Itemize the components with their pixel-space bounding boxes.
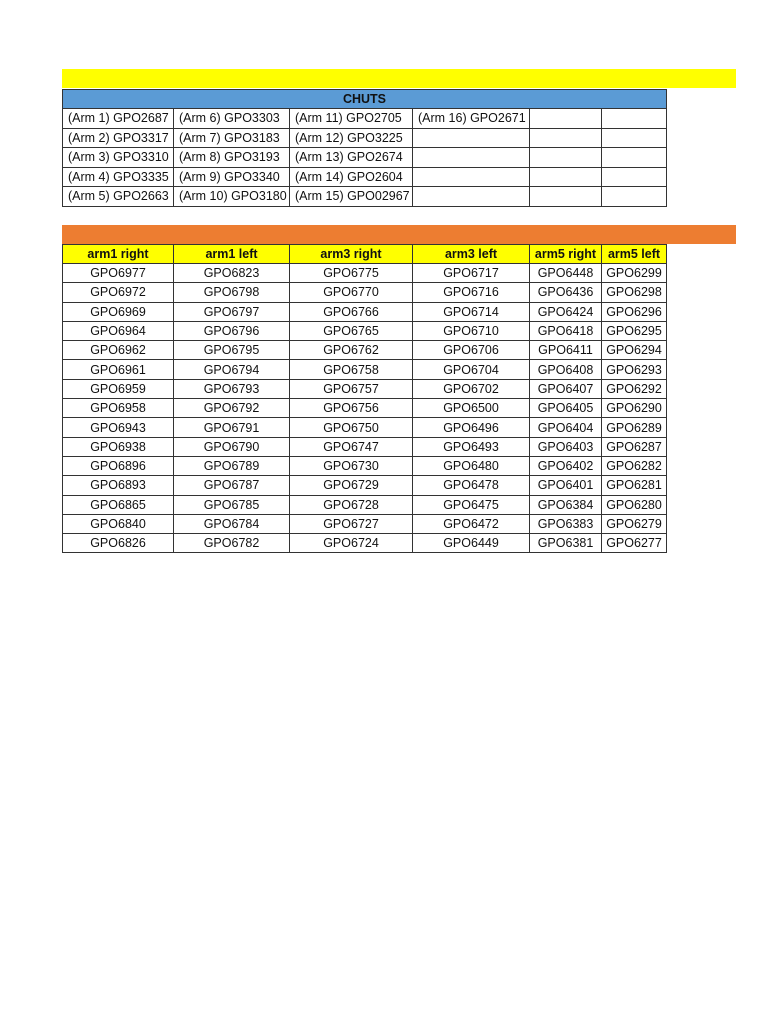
arms-header-row bbox=[63, 245, 667, 264]
arms-cell[interactable]: GPO6793 bbox=[174, 379, 290, 398]
chuts-cell[interactable]: (Arm 13) GPO2674 bbox=[290, 148, 413, 168]
arms-cell[interactable]: GPO6784 bbox=[174, 514, 290, 533]
arms-cell[interactable]: GPO6790 bbox=[174, 437, 290, 456]
chuts-cell[interactable] bbox=[413, 148, 530, 168]
arms-cell[interactable]: GPO6496 bbox=[413, 418, 530, 437]
arms-cell[interactable]: GPO6724 bbox=[290, 534, 413, 553]
arms-cell[interactable]: GPO6704 bbox=[413, 360, 530, 379]
arms-row bbox=[63, 534, 667, 553]
arms-cell[interactable]: GPO6840 bbox=[63, 514, 174, 533]
chuts-cell[interactable] bbox=[530, 109, 602, 129]
chuts-cell[interactable]: (Arm 14) GPO2604 bbox=[290, 167, 413, 187]
chuts-row bbox=[63, 109, 667, 129]
arms-row bbox=[63, 399, 667, 418]
chuts-row bbox=[63, 187, 667, 207]
arms-cell[interactable]: GPO6794 bbox=[174, 360, 290, 379]
arms-cell[interactable]: GPO6436 bbox=[530, 283, 602, 302]
arms-cell[interactable]: GPO6964 bbox=[63, 321, 174, 340]
chuts-cell[interactable]: (Arm 16) GPO2671 bbox=[413, 109, 530, 129]
arms-row bbox=[63, 514, 667, 533]
arms-cell[interactable]: GPO6789 bbox=[174, 456, 290, 475]
arms-row bbox=[63, 495, 667, 514]
arms-row bbox=[63, 476, 667, 495]
arms-cell[interactable]: GPO6728 bbox=[290, 495, 413, 514]
arms-cell[interactable]: GPO6765 bbox=[290, 321, 413, 340]
chuts-cell[interactable] bbox=[602, 109, 667, 129]
chuts-cell[interactable]: (Arm 4) GPO3335 bbox=[63, 167, 174, 187]
arms-cell[interactable]: GPO6893 bbox=[63, 476, 174, 495]
arms-cell[interactable]: GPO6785 bbox=[174, 495, 290, 514]
arms-cell[interactable]: GPO6383 bbox=[530, 514, 602, 533]
arms-column-header[interactable]: arm1 right bbox=[63, 245, 174, 264]
arms-cell[interactable]: GPO6977 bbox=[63, 264, 174, 283]
chuts-cell[interactable] bbox=[602, 148, 667, 168]
arms-cell[interactable]: GPO6717 bbox=[413, 264, 530, 283]
arms-cell[interactable]: GPO6292 bbox=[602, 379, 667, 398]
arms-cell[interactable]: GPO6750 bbox=[290, 418, 413, 437]
arms-cell[interactable]: GPO6287 bbox=[602, 437, 667, 456]
arms-cell[interactable]: GPO6972 bbox=[63, 283, 174, 302]
arms-cell[interactable]: GPO6714 bbox=[413, 302, 530, 321]
arms-row bbox=[63, 437, 667, 456]
arms-cell[interactable]: GPO6418 bbox=[530, 321, 602, 340]
arms-cell[interactable]: GPO6296 bbox=[602, 302, 667, 321]
chuts-cell[interactable]: (Arm 6) GPO3303 bbox=[174, 109, 290, 129]
arms-cell[interactable]: GPO6402 bbox=[530, 456, 602, 475]
arms-cell[interactable]: GPO6795 bbox=[174, 341, 290, 360]
arms-cell[interactable]: GPO6448 bbox=[530, 264, 602, 283]
arms-cell[interactable]: GPO6961 bbox=[63, 360, 174, 379]
chuts-cell[interactable] bbox=[602, 128, 667, 148]
arms-cell[interactable]: GPO6381 bbox=[530, 534, 602, 553]
arms-cell[interactable]: GPO6943 bbox=[63, 418, 174, 437]
arms-cell[interactable]: GPO6782 bbox=[174, 534, 290, 553]
chuts-cell[interactable]: (Arm 3) GPO3310 bbox=[63, 148, 174, 168]
arms-cell[interactable]: GPO6896 bbox=[63, 456, 174, 475]
arms-column-header[interactable]: arm3 right bbox=[290, 245, 413, 264]
chuts-cell[interactable]: (Arm 11) GPO2705 bbox=[290, 109, 413, 129]
arms-cell[interactable]: GPO6962 bbox=[63, 341, 174, 360]
chuts-row bbox=[63, 167, 667, 187]
chuts-cell[interactable] bbox=[530, 148, 602, 168]
arms-column-header[interactable]: arm1 left bbox=[174, 245, 290, 264]
arms-cell[interactable]: GPO6480 bbox=[413, 456, 530, 475]
arms-cell[interactable]: GPO6702 bbox=[413, 379, 530, 398]
arms-cell[interactable]: GPO6787 bbox=[174, 476, 290, 495]
chuts-cell[interactable]: (Arm 5) GPO2663 bbox=[63, 187, 174, 207]
chuts-cell[interactable] bbox=[530, 128, 602, 148]
arms-cell[interactable]: GPO6796 bbox=[174, 321, 290, 340]
chuts-cell[interactable]: (Arm 10) GPO3180 bbox=[174, 187, 290, 207]
arms-cell[interactable]: GPO6401 bbox=[530, 476, 602, 495]
arms-cell[interactable]: GPO6277 bbox=[602, 534, 667, 553]
arms-table bbox=[62, 244, 667, 553]
arms-cell[interactable]: GPO6797 bbox=[174, 302, 290, 321]
arms-cell[interactable]: GPO6826 bbox=[63, 534, 174, 553]
arms-cell[interactable]: GPO6404 bbox=[530, 418, 602, 437]
arms-column-header[interactable]: arm3 left bbox=[413, 245, 530, 264]
arms-row bbox=[63, 321, 667, 340]
arms-cell[interactable]: GPO6282 bbox=[602, 456, 667, 475]
arms-row bbox=[63, 341, 667, 360]
arms-row bbox=[63, 360, 667, 379]
arms-cell[interactable]: GPO6279 bbox=[602, 514, 667, 533]
chuts-cell[interactable]: (Arm 7) GPO3183 bbox=[174, 128, 290, 148]
arms-cell[interactable]: GPO6969 bbox=[63, 302, 174, 321]
chuts-cell[interactable]: (Arm 8) GPO3193 bbox=[174, 148, 290, 168]
arms-cell[interactable]: GPO6384 bbox=[530, 495, 602, 514]
arms-cell[interactable]: GPO6295 bbox=[602, 321, 667, 340]
chuts-cell[interactable]: (Arm 15) GPO02967 bbox=[290, 187, 413, 207]
arms-cell[interactable]: GPO6472 bbox=[413, 514, 530, 533]
arms-cell[interactable]: GPO6938 bbox=[63, 437, 174, 456]
arms-cell[interactable]: GPO6959 bbox=[63, 379, 174, 398]
arms-cell[interactable]: GPO6298 bbox=[602, 283, 667, 302]
arms-cell[interactable]: GPO6293 bbox=[602, 360, 667, 379]
arms-cell[interactable]: GPO6729 bbox=[290, 476, 413, 495]
arms-cell[interactable]: GPO6493 bbox=[413, 437, 530, 456]
chuts-header-row bbox=[63, 90, 667, 109]
arms-row bbox=[63, 379, 667, 398]
arms-cell[interactable]: GPO6407 bbox=[530, 379, 602, 398]
chuts-cell[interactable]: (Arm 9) GPO3340 bbox=[174, 167, 290, 187]
arms-cell[interactable]: GPO6758 bbox=[290, 360, 413, 379]
arms-cell[interactable]: GPO6747 bbox=[290, 437, 413, 456]
arms-cell[interactable]: GPO6766 bbox=[290, 302, 413, 321]
chuts-cell[interactable] bbox=[530, 167, 602, 187]
arms-cell[interactable]: GPO6290 bbox=[602, 399, 667, 418]
arms-cell[interactable]: GPO6403 bbox=[530, 437, 602, 456]
arms-column-header[interactable]: arm5 right bbox=[530, 245, 602, 264]
orange-header-band bbox=[62, 225, 736, 244]
chuts-table bbox=[62, 89, 667, 207]
chuts-cell[interactable]: (Arm 12) GPO3225 bbox=[290, 128, 413, 148]
arms-cell[interactable]: GPO6798 bbox=[174, 283, 290, 302]
arms-cell[interactable]: GPO6958 bbox=[63, 399, 174, 418]
arms-row bbox=[63, 283, 667, 302]
chuts-row bbox=[63, 128, 667, 148]
arms-cell[interactable]: GPO6405 bbox=[530, 399, 602, 418]
chuts-cell[interactable] bbox=[413, 128, 530, 148]
arms-cell[interactable]: GPO6756 bbox=[290, 399, 413, 418]
chuts-cell[interactable] bbox=[413, 187, 530, 207]
arms-cell[interactable]: GPO6865 bbox=[63, 495, 174, 514]
arms-cell[interactable]: GPO6294 bbox=[602, 341, 667, 360]
arms-cell[interactable]: GPO6280 bbox=[602, 495, 667, 514]
arms-cell[interactable]: GPO6710 bbox=[413, 321, 530, 340]
arms-cell[interactable]: GPO6727 bbox=[290, 514, 413, 533]
arms-cell[interactable]: GPO6299 bbox=[602, 264, 667, 283]
arms-column-header[interactable]: arm5 left bbox=[602, 245, 667, 264]
arms-cell[interactable]: GPO6706 bbox=[413, 341, 530, 360]
arms-cell[interactable]: GPO6792 bbox=[174, 399, 290, 418]
arms-cell[interactable]: GPO6775 bbox=[290, 264, 413, 283]
arms-cell[interactable]: GPO6823 bbox=[174, 264, 290, 283]
arms-cell[interactable]: GPO6289 bbox=[602, 418, 667, 437]
chuts-cell[interactable]: (Arm 1) GPO2687 bbox=[63, 109, 174, 129]
arms-cell[interactable]: GPO6449 bbox=[413, 534, 530, 553]
arms-cell[interactable]: GPO6791 bbox=[174, 418, 290, 437]
arms-cell[interactable]: GPO6281 bbox=[602, 476, 667, 495]
arms-cell[interactable]: GPO6475 bbox=[413, 495, 530, 514]
arms-row bbox=[63, 418, 667, 437]
chuts-cell[interactable]: (Arm 2) GPO3317 bbox=[63, 128, 174, 148]
arms-cell[interactable]: GPO6478 bbox=[413, 476, 530, 495]
arms-cell[interactable]: GPO6770 bbox=[290, 283, 413, 302]
arms-cell[interactable]: GPO6762 bbox=[290, 341, 413, 360]
arms-row bbox=[63, 302, 667, 321]
yellow-header-band bbox=[62, 69, 736, 88]
arms-cell[interactable]: GPO6730 bbox=[290, 456, 413, 475]
arms-cell[interactable]: GPO6424 bbox=[530, 302, 602, 321]
chuts-cell[interactable] bbox=[413, 167, 530, 187]
arms-cell[interactable]: GPO6757 bbox=[290, 379, 413, 398]
arms-cell[interactable]: GPO6716 bbox=[413, 283, 530, 302]
arms-row bbox=[63, 264, 667, 283]
arms-cell[interactable]: GPO6411 bbox=[530, 341, 602, 360]
chuts-cell[interactable] bbox=[602, 187, 667, 207]
chuts-row bbox=[63, 148, 667, 168]
chuts-cell[interactable] bbox=[602, 167, 667, 187]
arms-row bbox=[63, 456, 667, 475]
chuts-cell[interactable] bbox=[530, 187, 602, 207]
arms-cell[interactable]: GPO6500 bbox=[413, 399, 530, 418]
chuts-title[interactable]: CHUTS bbox=[63, 90, 667, 109]
arms-cell[interactable]: GPO6408 bbox=[530, 360, 602, 379]
